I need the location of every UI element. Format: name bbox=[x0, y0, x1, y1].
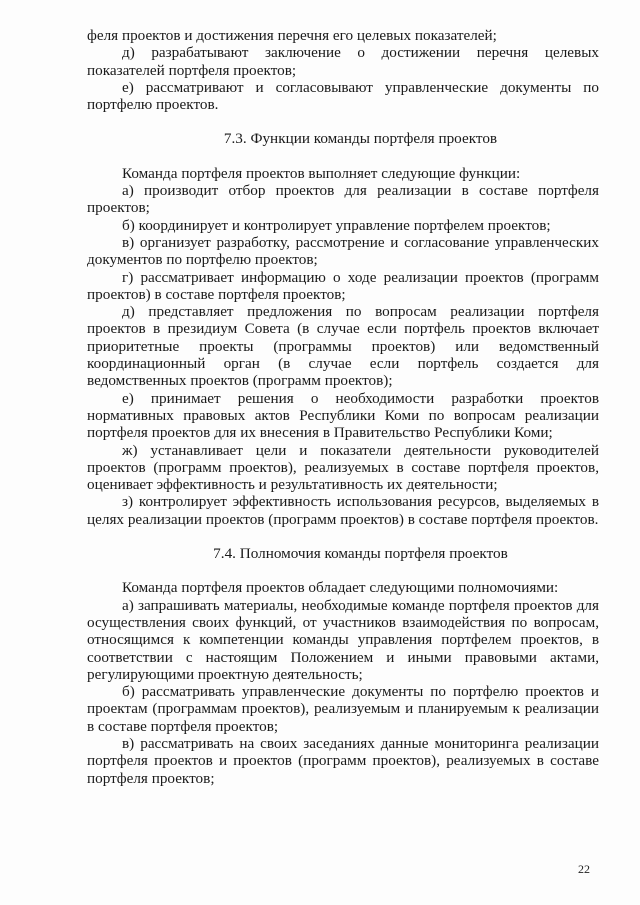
section-7-4-item-b: б) рассматривать управленческие документы по портфелю проектов и проектам (программам проектов), реализуемым и планируемым к реализации в составе портфеля проектов; bbox=[87, 683, 599, 735]
section-7-3-item-v: в) организует разработку, рассмотрение и согласование управленческих документов по портфелю проектов; bbox=[87, 233, 599, 269]
section-7-4-lead: Команда портфеля проектов обладает следующими полномочиями: bbox=[122, 579, 559, 597]
section-7-4-item-v: в) рассматривать на своих заседаниях данные мониторинга реализации портфеля проектов и проектов (программ проектов), реализуемых в составе портфеля проектов; bbox=[87, 734, 599, 787]
page-content bbox=[87, 27, 599, 787]
section-7-3-item-g: г) рассматривает информацию о ходе реализации проектов (программ проектов) в составе портфеля проектов; bbox=[87, 268, 599, 303]
section-7-4-item-a: а) запрашивать материалы, необходимые команде портфеля проектов для осуществления своих функций, от участников взаимодействия по вопросам, относящимся к компетенции команды управления портфелем проектов, в соответствии с настоящим Положением и иными правовыми актами, регулирующими проектную деятельность; bbox=[87, 596, 599, 683]
intro-item-e: е) рассматривают и согласовывают управленческие документы по портфелю проектов. bbox=[87, 78, 599, 114]
page-number: 22 bbox=[578, 862, 590, 876]
intro-line-continuation: феля проектов и достижения перечня его целевых показателей; bbox=[87, 27, 497, 44]
section-7-4-title: 7.4. Полномочия команды портфеля проектов bbox=[213, 545, 508, 563]
section-7-3-item-d: д) представляет предложения по вопросам реализации портфеля проектов в президиум Совета (в случае если портфель проектов включает приоритетные проекты (программы проектов) или ведомственный координационный орган (в случае если портфель создается для ведомственных проектов (программ проектов); bbox=[87, 303, 599, 390]
section-7-3-item-b: б) координирует и контролирует управление портфелем проектов; bbox=[122, 216, 551, 234]
section-7-3-title: 7.3. Функции команды портфеля проектов bbox=[223, 130, 498, 148]
section-7-3-item-z: з) контролирует эффективность использования ресурсов, выделяемых в целях реализации проектов (программ проектов) в составе портфеля проектов. bbox=[87, 493, 599, 528]
section-7-3-item-e: е) принимает решения о необходимости разработки проектов нормативных правовых актов Республики Коми по вопросам реализации портфеля проектов для их внесения в Правительство Республики Коми; bbox=[87, 389, 599, 442]
section-7-3-lead: Команда портфеля проектов выполняет следующие функции: bbox=[122, 164, 521, 182]
intro-item-d: д) разрабатывают заключение о достижении перечня целевых показателей портфеля проектов; bbox=[87, 44, 599, 79]
section-7-3-item-zh: ж) устанавливает цели и показатели деятельности руководителей проектов (программ проектов), реализуемых в составе портфеля проектов, оценивает эффективность и результативность их деятельности; bbox=[87, 441, 599, 494]
section-7-3-item-a: а) производит отбор проектов для реализации в составе портфеля проектов; bbox=[87, 182, 599, 217]
